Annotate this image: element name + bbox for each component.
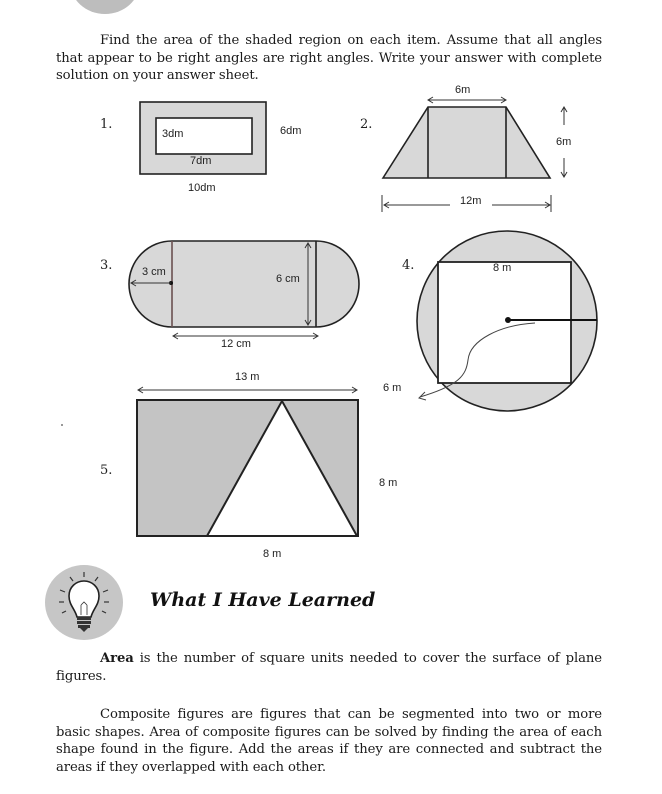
item-3-radius-label: 3 cm <box>142 266 166 278</box>
item-2-number: 2. <box>360 117 373 132</box>
item-1-number: 1. <box>100 117 113 132</box>
area-definition <box>56 650 602 685</box>
item-4-number: 4. <box>402 258 415 273</box>
item-1-outer-width-label: 10dm <box>188 182 216 194</box>
item-3-height-label: 6 cm <box>276 273 300 285</box>
instructions-text: Find the area of the shaded region on each item. Assume that all angles that appear to be right angles are right angles. Write your answer with complete solution on your answer sheet. <box>56 33 602 83</box>
item-3-length-label: 12 cm <box>221 338 251 350</box>
item-1-outer-height-label: 6dm <box>280 125 302 137</box>
item-1-inner-width-label: 7dm <box>190 155 212 167</box>
item-5-number: 5. <box>100 463 113 478</box>
item-5-height-label: 8 m <box>379 477 398 489</box>
stray-mark <box>61 424 63 426</box>
lightbulb-badge <box>45 565 123 640</box>
area-term: Area <box>100 651 134 666</box>
item-5-base-label: 8 m <box>263 548 282 560</box>
composite-figures-text: Composite figures are figures that can be segmented into two or more basic shapes. Area of composite figures can be solved by finding the area of each shape found in the figure. Add the areas if they are connected and subtract the areas if they overlapped with each other. <box>56 707 602 775</box>
area-definition-text: is the number of square units needed to cover the surface of plane figures. <box>56 651 602 684</box>
item-3-number: 3. <box>100 258 113 273</box>
lightbulb-icon <box>45 565 123 640</box>
item-5-width-label: 13 m <box>235 371 260 383</box>
item-4-radius-label: 6 m <box>383 382 402 394</box>
section-title: What I Have Learned <box>150 589 376 611</box>
item-2-bottom-label: 12m <box>460 195 482 207</box>
item-4-side-label: 8 m <box>493 262 512 274</box>
item-2-height-label: 6m <box>556 136 572 148</box>
item-1-inner-height-label: 3dm <box>162 128 184 140</box>
item-2-top-label: 6m <box>455 84 471 96</box>
